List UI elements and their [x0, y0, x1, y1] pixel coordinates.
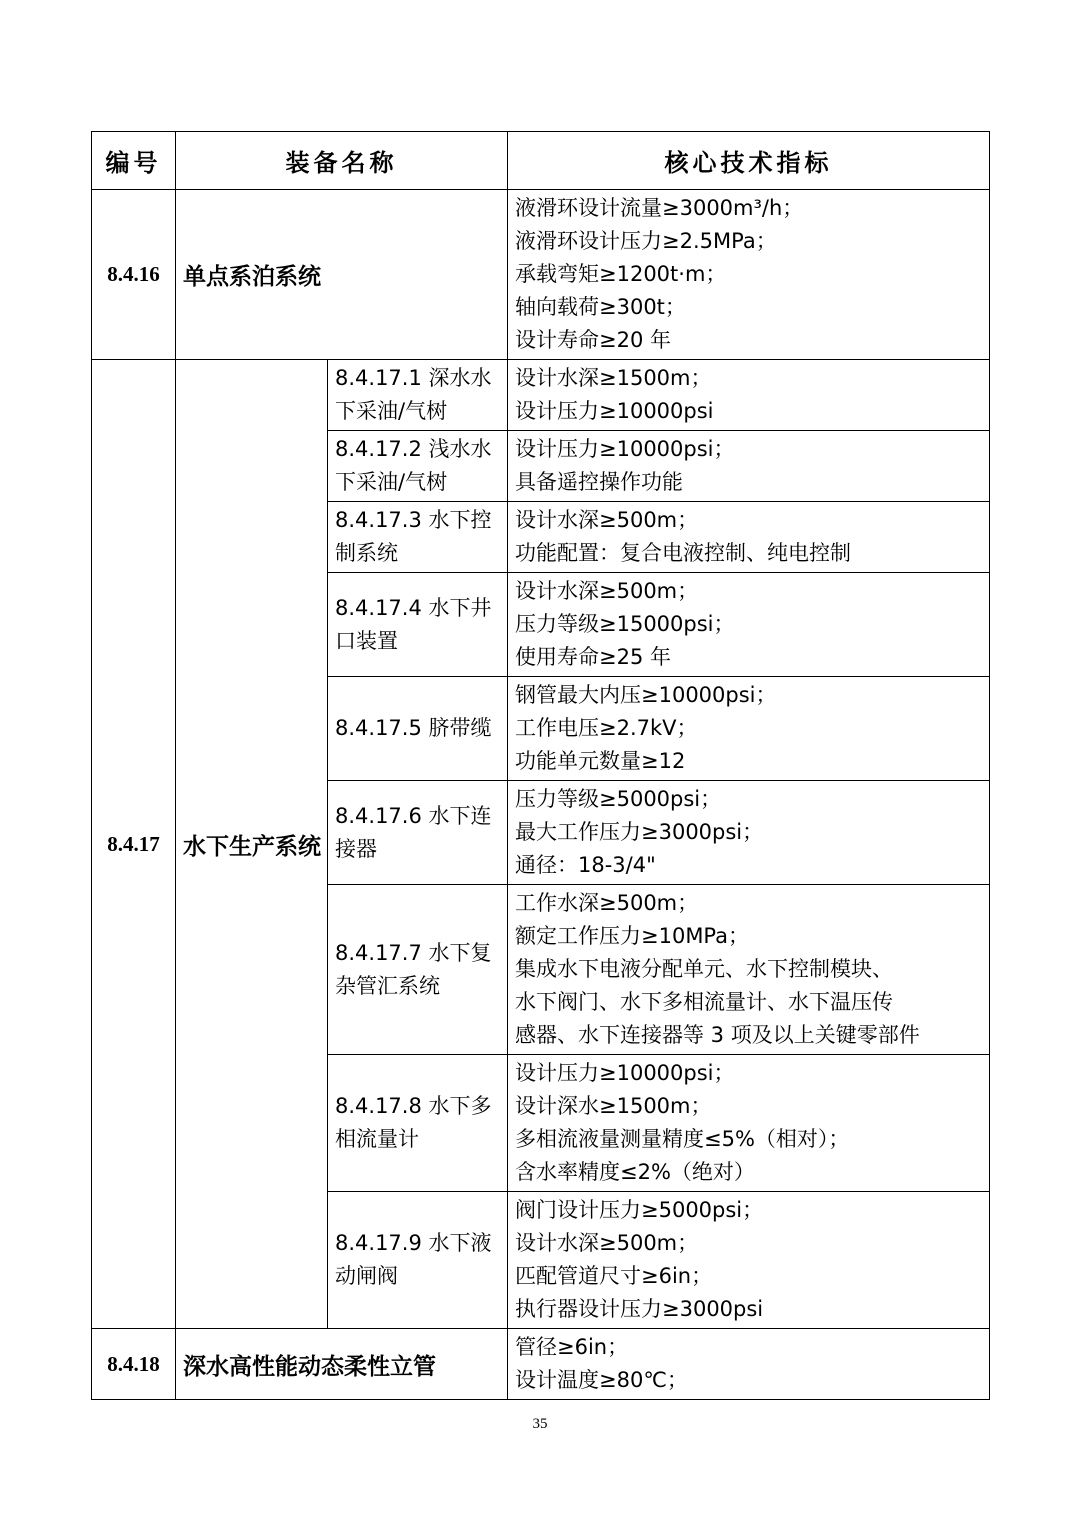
spec-line: 水下阀门、水下多相流量计、水下温压传 [515, 990, 893, 1014]
spec-line: 通径：18-3/4" [515, 853, 656, 877]
spec-line: 设计压力≥10000psi； [515, 437, 735, 461]
row-id: 8.4.16 [92, 190, 176, 360]
spec-line: 设计温度≥80℃； [515, 1368, 688, 1392]
spec-line: 使用寿命≥25 年 [515, 645, 671, 669]
header-name: 装备名称 [176, 132, 508, 190]
row-name: 单点系泊系统 [176, 190, 508, 360]
sub-item-label: 8.4.17.9 水下液动闸阀 [328, 1192, 508, 1329]
table-row [92, 1329, 990, 1400]
sub-item-label: 8.4.17.8 水下多相流量计 [328, 1055, 508, 1192]
spec-line: 轴向载荷≥300t； [515, 295, 686, 319]
spec-line: 压力等级≥5000psi； [515, 787, 722, 811]
spec-line: 压力等级≥15000psi； [515, 612, 735, 636]
page-number: 35 [532, 1416, 548, 1432]
spec-line: 匹配管道尺寸≥6in； [515, 1264, 713, 1288]
spec-line: 功能单元数量≥12 [515, 749, 686, 773]
row-specs [508, 885, 990, 1055]
row-specs [508, 573, 990, 677]
row-specs [508, 781, 990, 885]
spec-line: 设计水深≥500m； [515, 1231, 699, 1255]
spec-line: 感器、水下连接器等 3 项及以上关键零部件 [515, 1023, 920, 1047]
header-spec: 核心技术指标 [508, 132, 990, 190]
row-id: 8.4.18 [92, 1329, 176, 1400]
spec-line: 功能配置：复合电液控制、纯电控制 [515, 541, 851, 565]
spec-line: 承载弯矩≥1200t·m； [515, 262, 727, 286]
spec-line: 液滑环设计压力≥2.5MPa； [515, 229, 777, 253]
spec-line: 设计水深≥1500m； [515, 366, 712, 390]
row-specs [508, 190, 990, 360]
spec-line: 集成水下电液分配单元、水下控制模块、 [515, 957, 893, 981]
spec-line: 最大工作压力≥3000psi； [515, 820, 764, 844]
spec-line: 设计深水≥1500m； [515, 1094, 712, 1118]
spec-line: 设计水深≥500m； [515, 579, 699, 603]
row-id: 8.4.17 [92, 360, 176, 1329]
sub-item-label: 8.4.17.1 深水水下采油/气树 [328, 360, 508, 431]
spec-line: 设计寿命≥20 年 [515, 328, 671, 352]
spec-line: 执行器设计压力≥3000psi [515, 1297, 764, 1321]
row-specs [508, 1055, 990, 1192]
row-specs [508, 431, 990, 502]
row-specs [508, 502, 990, 573]
table-row [92, 190, 990, 360]
sub-item-label: 8.4.17.4 水下井口装置 [328, 573, 508, 677]
spec-line: 设计压力≥10000psi [515, 399, 714, 423]
row-name: 深水高性能动态柔性立管 [176, 1329, 508, 1400]
spec-line: 钢管最大内压≥10000psi； [515, 683, 777, 707]
spec-line: 含水率精度≤2%（绝对） [515, 1160, 755, 1184]
table-row [92, 360, 990, 431]
spec-line: 液滑环设计流量≥3000m³/h； [515, 196, 804, 220]
row-specs [508, 677, 990, 781]
spec-line: 多相流液量测量精度≤5%（相对）； [515, 1127, 850, 1151]
spec-line: 设计压力≥10000psi； [515, 1061, 735, 1085]
table-header-row [92, 132, 990, 190]
spec-line: 阀门设计压力≥5000psi； [515, 1198, 764, 1222]
spec-line: 设计水深≥500m； [515, 508, 699, 532]
spec-line: 具备遥控操作功能 [515, 470, 683, 494]
spec-line: 额定工作压力≥10MPa； [515, 924, 750, 948]
equipment-spec-table [91, 131, 990, 1400]
row-name: 水下生产系统 [176, 360, 328, 1329]
row-specs [508, 1192, 990, 1329]
row-specs [508, 360, 990, 431]
header-id: 编号 [92, 132, 176, 190]
spec-line: 管径≥6in； [515, 1335, 629, 1359]
spec-line: 工作电压≥2.7kV； [515, 716, 698, 740]
sub-item-label: 8.4.17.7 水下复杂管汇系统 [328, 885, 508, 1055]
spec-line: 工作水深≥500m； [515, 891, 699, 915]
sub-item-label: 8.4.17.5 脐带缆 [328, 677, 508, 781]
sub-item-label: 8.4.17.2 浅水水下采油/气树 [328, 431, 508, 502]
sub-item-label: 8.4.17.6 水下连接器 [328, 781, 508, 885]
row-specs [508, 1329, 990, 1400]
sub-item-label: 8.4.17.3 水下控制系统 [328, 502, 508, 573]
